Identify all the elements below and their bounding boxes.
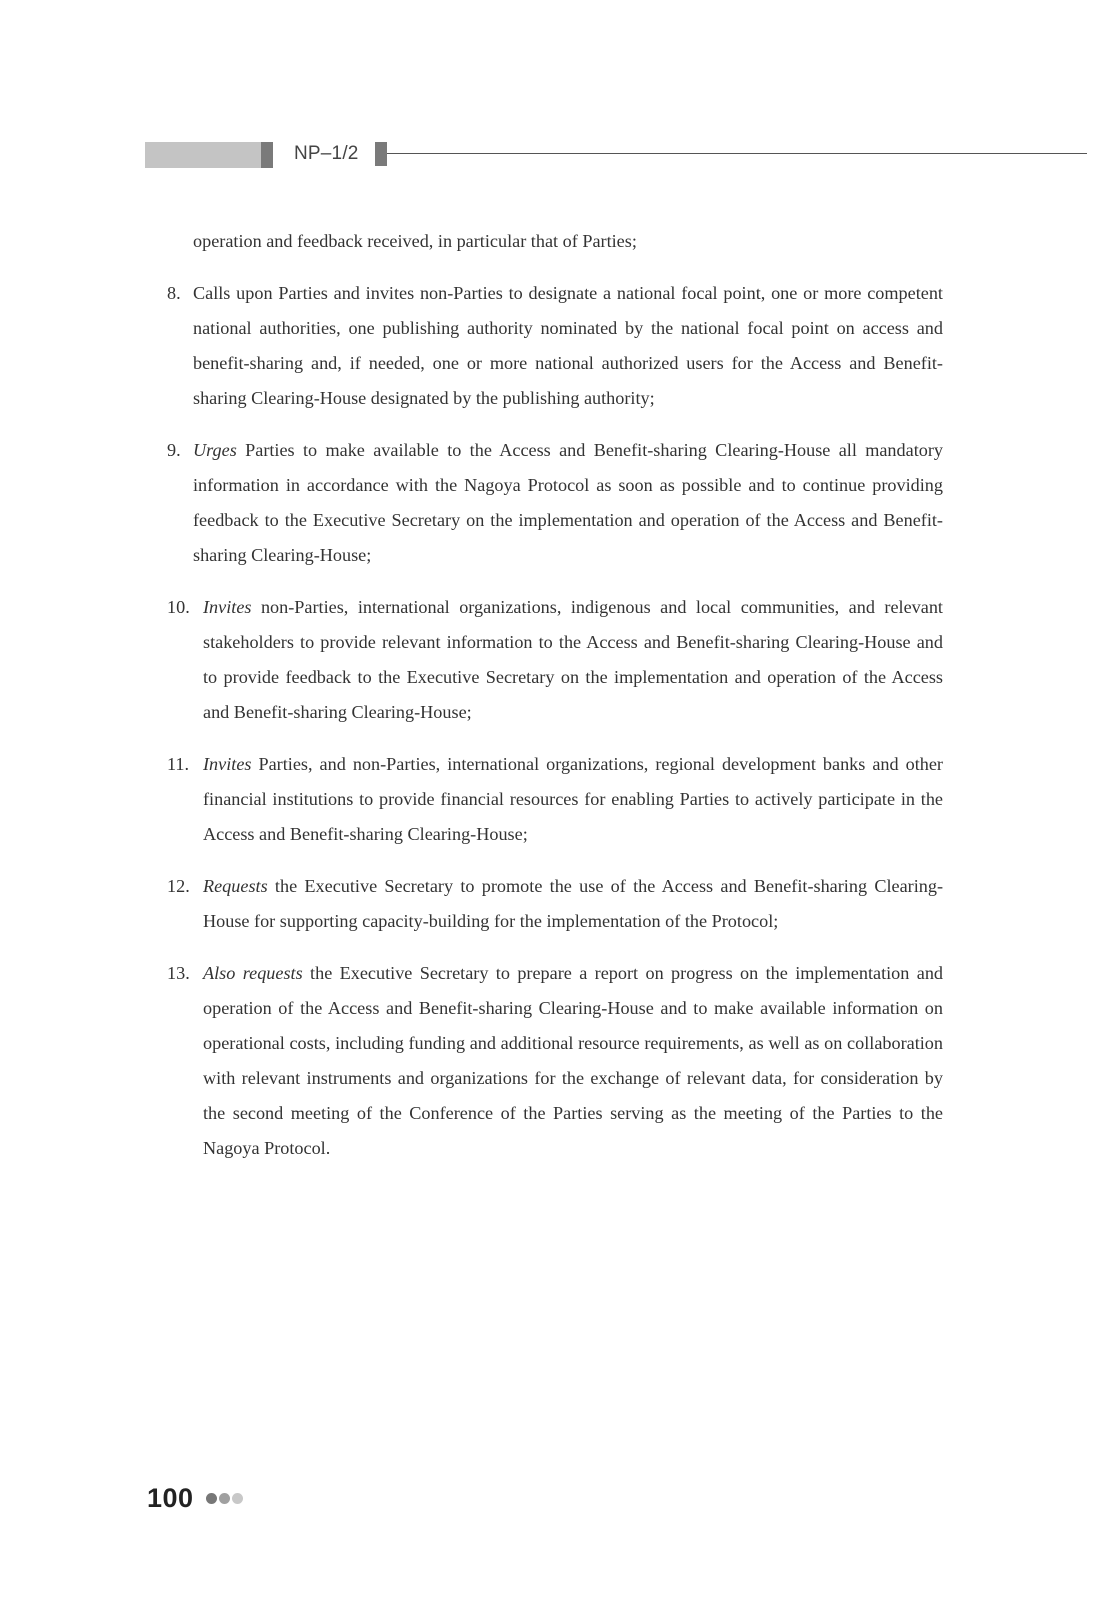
item-body: non-Parties, international organizations, indigenous and local communities, and relevant stakeholders to provide relevant information to the Access and Benefit-sharing Clearing-House and to provide feedback to the Executive Secretary on the implementation and operation of the Access and Benefit-sharing Clearing-House; [203,597,943,722]
item-number: 9. [167,440,181,460]
list-item [167,747,943,852]
item-body: the Executive Secretary to prepare a report on progress on the implementation and operation of the Access and Benefit-sharing Clearing-House and to make available information on operational costs, including funding and additional resource requirements, as well as on collaboration with relevant instruments and organizations for the exchange of relevant data, for consideration by the second meeting of the Conference of the Parties serving as the meeting of the Parties to the Nagoya Protocol. [203,963,944,1158]
continuation-paragraph: operation and feedback received, in particular that of Parties; [193,231,637,251]
list-item [167,869,943,939]
list-item [167,590,943,730]
item-operative-verb: Requests [203,876,268,896]
item-body: Parties, and non-Parties, international organizations, regional development banks and other financial institutions to provide financial resources for enabling Parties to actively participate in the Access and Benefit-sharing Clearing-House; [203,754,943,844]
item-text [203,747,943,852]
item-operative-verb: Urges [193,440,237,460]
header-dark-cap [261,142,273,168]
item-text [203,590,943,730]
list-item [167,276,943,416]
document-code: NP–1/2 [294,143,359,164]
item-number: 12. [167,876,190,896]
list-item [167,433,943,573]
item-body: the Executive Secretary to promote the use of the Access and Benefit-sharing Clearing-House for supporting capacity-building for the implementation of the Protocol; [203,876,943,931]
item-number: 10. [167,597,190,617]
item-body: Calls upon Parties and invites non-Parties to designate a national focal point, one or more competent national authorities, one publishing authority nominated by the national focal point on access and benefit-sharing and, if needed, one or more national authorized users for the Access and Benefit-sharing Clearing-House designated by the publishing authority; [193,283,943,408]
item-operative-verb: Invites [203,754,252,774]
item-number: 8. [167,283,181,303]
item-operative-verb: Also requests [203,963,303,983]
item-text [203,869,943,939]
page-header [0,0,1100,200]
item-number: 13. [167,963,190,983]
page-footer [147,1478,245,1518]
header-rule [387,153,1087,154]
item-text [193,276,943,416]
item-operative-verb: Invites [203,597,252,617]
header-marker [375,142,387,166]
list-item [167,956,943,1166]
item-number: 11. [167,754,190,774]
dot-icon [232,1493,243,1504]
item-text [203,956,943,1166]
dot-icon [219,1493,230,1504]
item-body: Parties to make available to the Access and Benefit-sharing Clearing-House all mandatory information in accordance with the Nagoya Protocol as soon as possible and to continue providing feedback to the Executive Secretary on the implementation and operation of the Access and Benefit-sharing Clearing-House; [193,440,943,565]
page-number: 100 [147,1482,194,1513]
dot-icon [206,1493,217,1504]
header-grey-block [145,142,261,168]
page-dots-ornament [206,1493,245,1504]
item-text [193,433,943,573]
page-body [167,224,943,1183]
